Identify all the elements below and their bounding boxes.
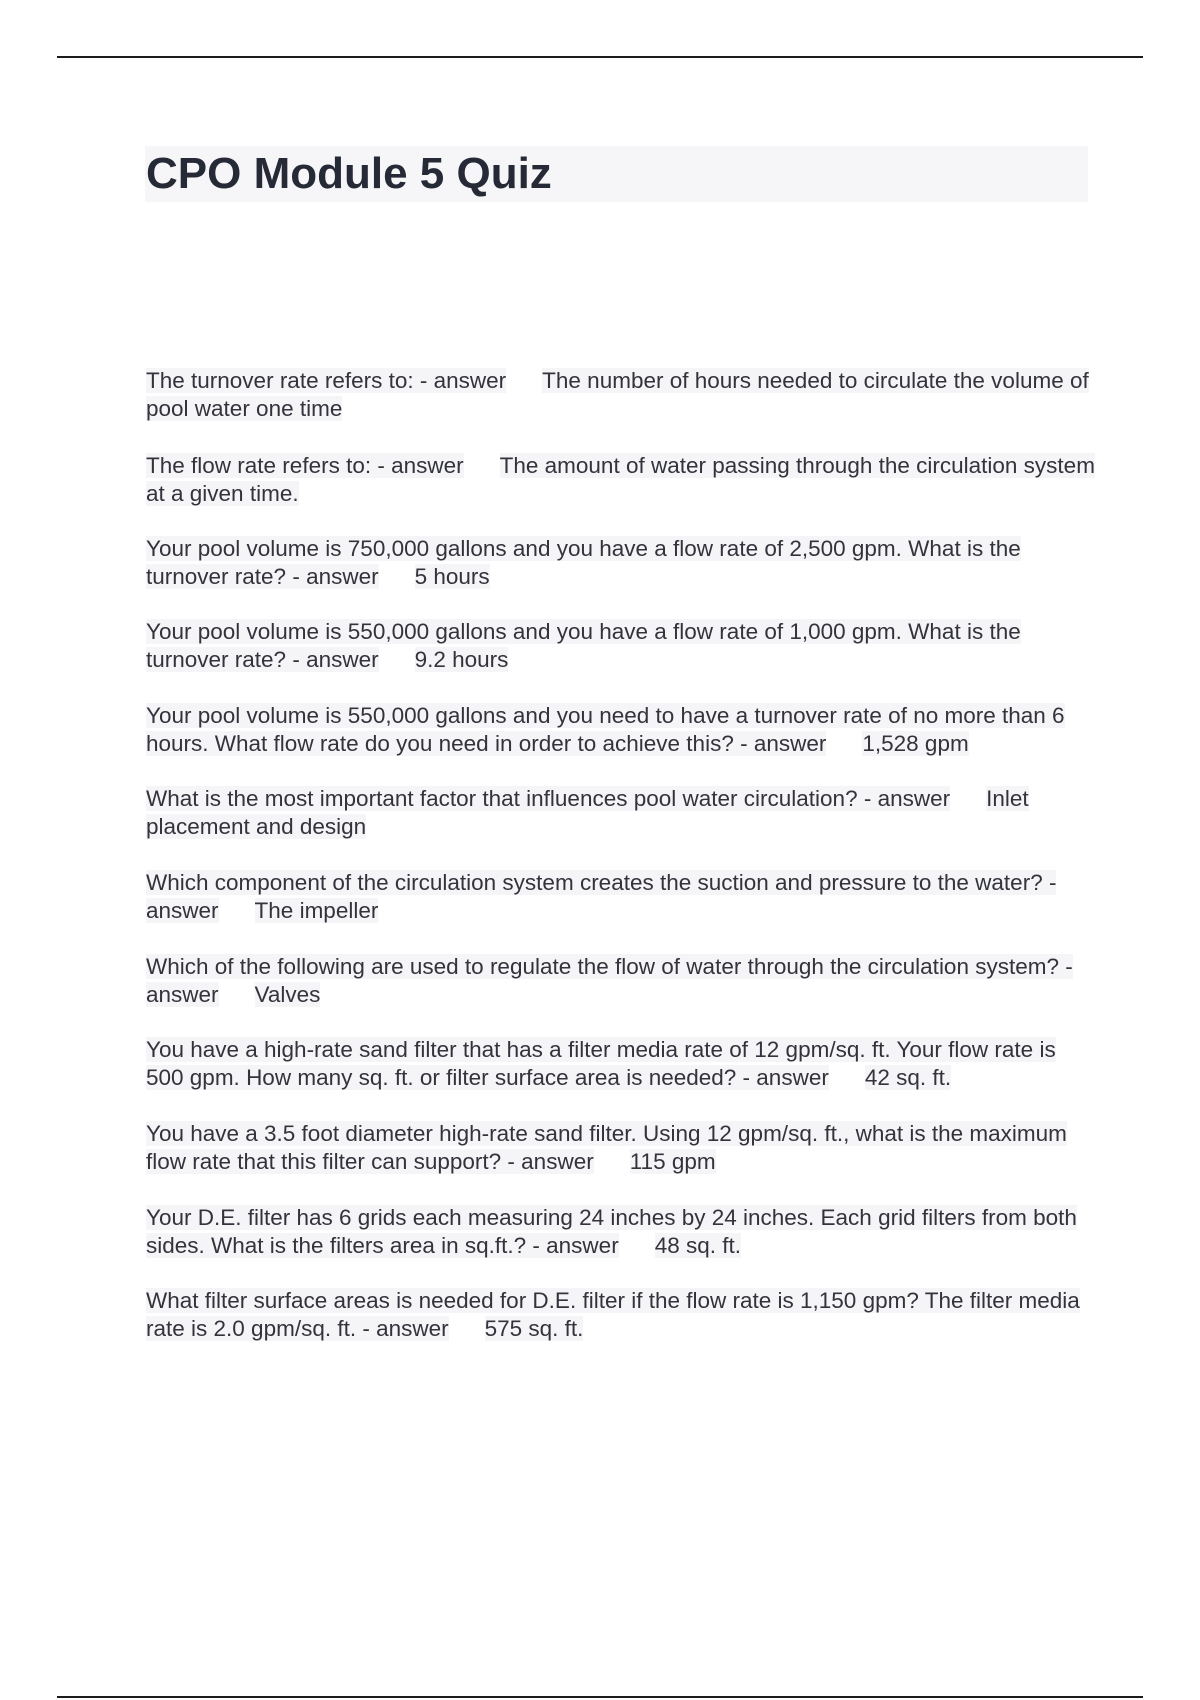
question-text: Which of the following are used to regulate the flow of water through the circulation system? - answer	[146, 954, 1073, 1007]
answer-text: 575 sq. ft.	[484, 1316, 584, 1341]
answer-text: Valves	[254, 982, 321, 1007]
footer-rule	[57, 1696, 1143, 1698]
answer-text: The number of hours needed to circulate the volume of pool water one time	[146, 368, 1089, 421]
question-text: The flow rate refers to: - answer	[146, 453, 464, 478]
answer-text: The impeller	[254, 898, 379, 923]
qa-item	[146, 452, 1096, 508]
question-text: Which component of the circulation system creates the suction and pressure to the water? - answer	[146, 870, 1057, 923]
question-text: You have a 3.5 foot diameter high-rate sand filter. Using 12 gpm/sq. ft., what is the maximum flow rate that this filter can support? - answer	[146, 1121, 1067, 1174]
question-text: What is the most important factor that influences pool water circulation? - answer	[146, 786, 951, 811]
question-text: The turnover rate refers to: - answer	[146, 368, 507, 393]
answer-text: 5 hours	[414, 564, 490, 589]
question-text: Your D.E. filter has 6 grids each measuring 24 inches by 24 inches. Each grid filters from both sides. What is the filters area in sq.ft.? - answer	[146, 1205, 1077, 1258]
question-text: Your pool volume is 550,000 gallons and you have a flow rate of 1,000 gpm. What is the turnover rate? - answer	[146, 619, 1021, 672]
question-text: What filter surface areas is needed for D.E. filter if the flow rate is 1,150 gpm? The filter media rate is 2.0 gpm/sq. ft. - answer	[146, 1288, 1080, 1341]
question-text: Your pool volume is 550,000 gallons and you need to have a turnover rate of no more than 6 hours. What flow rate do you need in order to achieve this? - answer	[146, 703, 1065, 756]
header-rule	[57, 56, 1143, 58]
answer-text: 1,528 gpm	[862, 731, 969, 756]
qa-item	[146, 618, 1096, 674]
qa-item	[146, 1287, 1096, 1343]
qa-item	[146, 1036, 1096, 1092]
qa-item	[146, 785, 1096, 841]
qa-item	[146, 1120, 1096, 1176]
answer-text: The amount of water passing through the circulation system at a given time.	[146, 453, 1095, 506]
answer-text: 42 sq. ft.	[864, 1065, 952, 1090]
page-title: CPO Module 5 Quiz	[146, 149, 552, 198]
answer-text: 115 gpm	[629, 1149, 716, 1174]
qa-item	[146, 1204, 1096, 1260]
question-text: Your pool volume is 750,000 gallons and you have a flow rate of 2,500 gpm. What is the turnover rate? - answer	[146, 536, 1021, 589]
qa-list	[146, 367, 1096, 1343]
qa-item	[146, 535, 1096, 591]
answer-text: Inlet placement and design	[146, 786, 1029, 839]
answer-text: 48 sq. ft.	[654, 1233, 741, 1258]
question-text: You have a high-rate sand filter that has a filter media rate of 12 gpm/sq. ft. Your flow rate is 500 gpm. How many sq. ft. or filter surface area is needed? - answer	[146, 1037, 1056, 1090]
qa-item	[146, 953, 1096, 1009]
answer-text: 9.2 hours	[414, 647, 509, 672]
qa-item	[146, 367, 1096, 423]
qa-item	[146, 702, 1096, 758]
qa-item	[146, 869, 1096, 925]
